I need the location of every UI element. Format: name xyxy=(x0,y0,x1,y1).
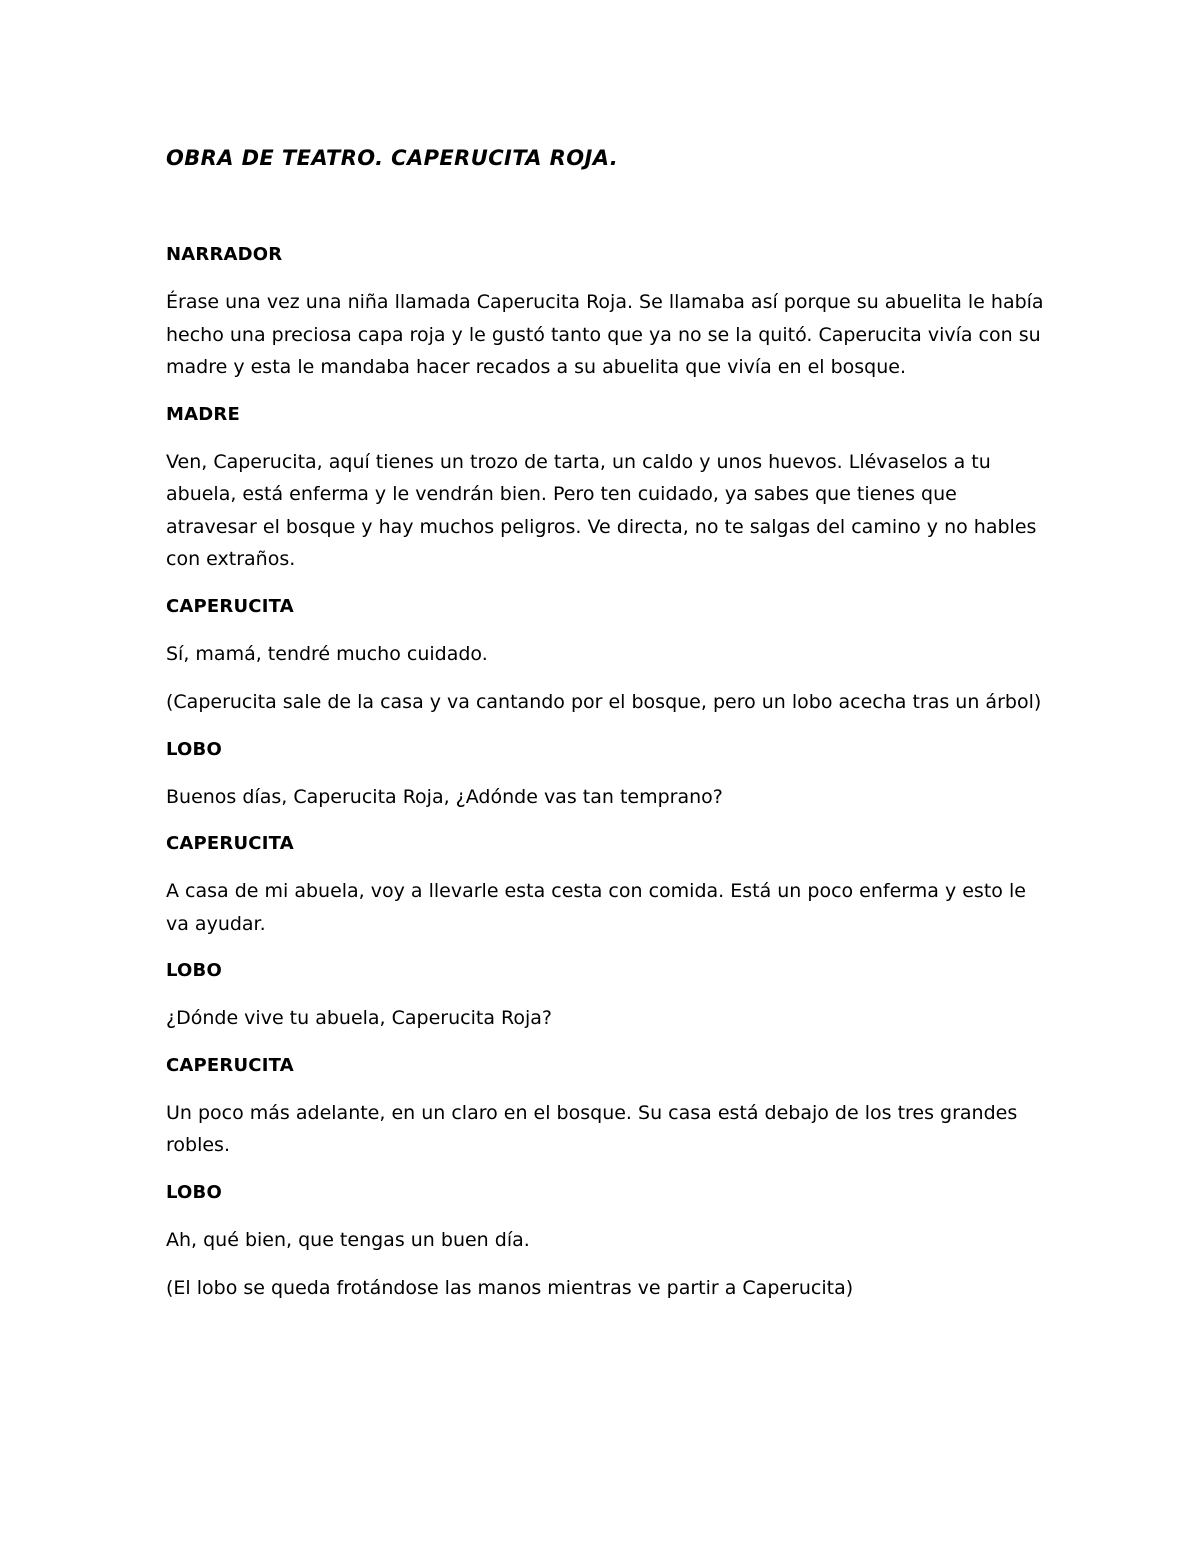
dialogue-line: Un poco más adelante, en un claro en el bosque. Su casa está debajo de los tres grandes robles. xyxy=(166,1101,1018,1156)
dialogue-line: (El lobo se queda frotándose las manos mientras ve partir a Caperucita) xyxy=(166,1277,854,1299)
dialogue-line: Buenos días, Caperucita Roja, ¿Adónde vas tan temprano? xyxy=(166,785,723,808)
speaker-name: LOBO xyxy=(166,738,222,760)
speaker-name: CAPERUCITA xyxy=(166,833,294,854)
speaker-name: CAPERUCITA xyxy=(166,1054,294,1076)
dialogue-line: Érase una vez una niña llamada Caperucita Roja. Se llamaba así porque su abuelita le había hecho una preciosa capa roja y le gustó tanto que ya no se la quitó. Caperucita vivía con su madre y esta le mandaba hacer recados a su abuelita que vivía en el bosque. xyxy=(166,291,1044,378)
dialogue-line: (Caperucita sale de la casa y va cantando por el bosque, pero un lobo acecha tras un árbol) xyxy=(166,691,1042,713)
speaker-name: CAPERUCITA xyxy=(166,595,294,617)
script-body xyxy=(166,240,1046,1321)
dialogue-line: A casa de mi abuela, voy a llevarle esta cesta con comida. Está un poco enferma y esto le va ayudar. xyxy=(166,880,1026,935)
speaker-name: MADRE xyxy=(166,403,240,425)
speaker-name: LOBO xyxy=(166,960,222,981)
dialogue-line: Sí, mamá, tendré mucho cuidado. xyxy=(166,642,488,665)
document-title: OBRA DE TEATRO. CAPERUCITA ROJA. xyxy=(166,146,619,170)
dialogue-line: ¿Dónde vive tu abuela, Caperucita Roja? xyxy=(166,1007,552,1029)
speaker-name: NARRADOR xyxy=(166,244,283,265)
dialogue-line: Ven, Caperucita, aquí tienes un trozo de tarta, un caldo y unos huevos. Llévaselos a tu abuela, está enferma y le vendrán bien. Pero ten cuidado, ya sabes que tienes que atravesar el bosque y hay muchos peligros. Ve directa, no te salgas del camino y no hables con extraños. xyxy=(166,450,1037,570)
dialogue-line: Ah, qué bien, que tengas un buen día. xyxy=(166,1228,530,1251)
speaker-name: LOBO xyxy=(166,1181,222,1203)
